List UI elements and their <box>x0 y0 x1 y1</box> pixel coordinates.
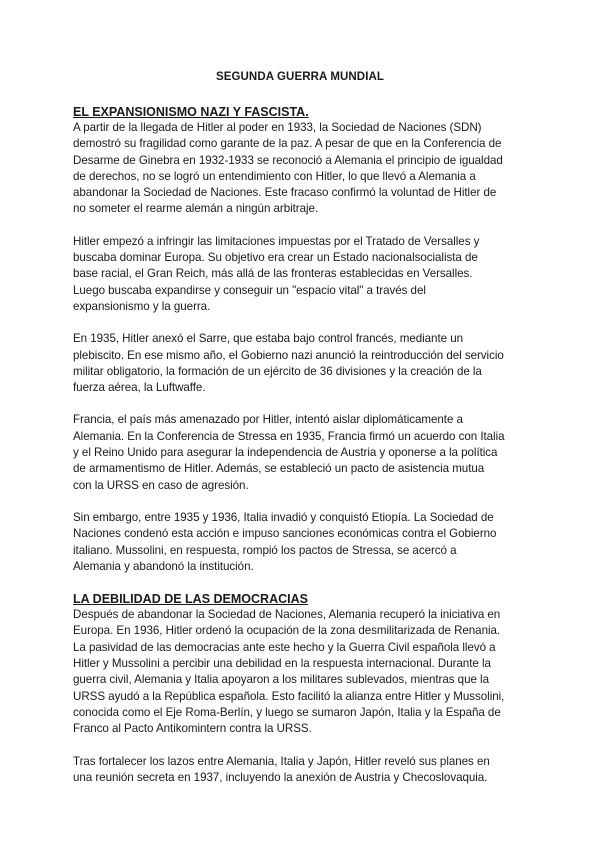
paragraph <box>73 412 533 493</box>
text-line: expansionismo y la guerra. <box>73 299 211 313</box>
text-line: militar obligatorio, la formación de un ejército de 36 divisiones y la creación de la <box>73 364 482 378</box>
text-line: buscaba dominar Europa. Su objetivo era crear un Estado nacionalsocialista de <box>73 251 478 265</box>
text-line: guerra civil, Alemania y Italia apoyaron a los militares sublevados, mientras que la <box>73 673 489 687</box>
text-line: Luego buscaba expandirse y conseguir un "espacio vital" a través del <box>73 283 426 297</box>
section-heading-expansionismo: EL EXPANSIONISMO NAZI Y FASCISTA. <box>73 105 309 119</box>
text-line: de derechos, no se logró un entendimiento con Hitler, lo que llevó a Alemania a <box>73 169 476 183</box>
text-line: Alemania y abandonó la institución. <box>73 559 254 573</box>
text-line: Después de abandonar la Sociedad de Naciones, Alemania recuperó la iniciativa en <box>73 608 501 622</box>
paragraph <box>73 607 533 737</box>
text-line: Desarme de Ginebra en 1932-1933 se reconoció a Alemania el principio de igualdad <box>73 153 503 167</box>
text-line: Alemania. En la Conferencia de Stressa en 1935, Francia firmó un acuerdo con Italia <box>73 429 505 443</box>
paragraph <box>73 510 533 575</box>
text-line: no someter el rearme alemán a ningún arbitraje. <box>73 202 319 216</box>
text-line: Europa. En 1936, Hitler ordenó la ocupación de la zona desmilitarizada de Renania. <box>73 624 501 638</box>
text-line: Hitler y Mussolini a percibir una debilidad en la respuesta internacional. Durante la <box>73 657 491 671</box>
text-line: una reunión secreta en 1937, incluyendo la anexión de Austria y Checoslovaquia. <box>73 770 488 784</box>
text-line: Franco al Pacto Antikomintern contra la URSS. <box>73 722 312 736</box>
text-line: Francia, el país más amenazado por Hitler, intentó aislar diplomáticamente a <box>73 413 463 427</box>
text-line: fuerza aérea, la Luftwaffe. <box>73 381 206 395</box>
text-line: y el Reino Unido para asegurar la independencia de Austria y oponerse a la política <box>73 446 498 460</box>
text-line: con la URSS en caso de agresión. <box>73 478 249 492</box>
text-line: italiano. Mussolini, en respuesta, rompió los pactos de Stressa, se acercó a <box>73 543 457 557</box>
text-line: Naciones condenó esta acción e impuso sanciones económicas contra el Gobierno <box>73 527 497 541</box>
section-heading-debilidad: LA DEBILIDAD DE LAS DEMOCRACIAS <box>73 592 308 607</box>
text-line: Sin embargo, entre 1935 y 1936, Italia invadió y conquistó Etiopía. La Sociedad de <box>73 510 494 524</box>
paragraph <box>73 331 533 396</box>
text-line: A partir de la llegada de Hitler al poder en 1933, la Sociedad de Naciones (SDN) <box>73 121 482 134</box>
text-line: abandonar la Sociedad de Naciones. Este fracaso confirmó la voluntad de Hitler de <box>73 186 497 200</box>
document-title: SEGUNDA GUERRA MUNDIAL <box>215 71 385 83</box>
text-line: Tras fortalecer los lazos entre Alemania, Italia y Japón, Hitler reveló sus planes en <box>73 754 490 768</box>
paragraph <box>73 234 533 315</box>
text-line: URSS ayudó a la República española. Esto facilitó la alianza entre Hitler y Mussolini, <box>73 689 505 703</box>
text-line: En 1935, Hitler anexó el Sarre, que estaba bajo control francés, mediante un <box>73 332 463 346</box>
paragraph <box>73 120 533 218</box>
text-line: La pasividad de las democracias ante este hecho y la Guerra Civil española llevó a <box>73 640 496 654</box>
text-line: de armamentismo de Hitler. Además, se estableció un pacto de asistencia mutua <box>73 462 485 476</box>
document-body <box>73 104 533 802</box>
text-line: plebiscito. En ese mismo año, el Gobierno nazi anunció la reintroducción del servicio <box>73 348 504 362</box>
text-line: Hitler empezó a infringir las limitaciones impuestas por el Tratado de Versalles y <box>73 234 480 248</box>
text-line: demostró su fragilidad como garante de la paz. A pesar de que en la Conferencia de <box>73 137 502 151</box>
text-line: base racial, el Gran Reich, más allá de las fronteras establecidas en Versalles. <box>73 267 473 281</box>
paragraph <box>73 754 533 787</box>
text-line: conocida como el Eje Roma-Berlín, y luego se sumaron Japón, Italia y la España de <box>73 705 501 719</box>
